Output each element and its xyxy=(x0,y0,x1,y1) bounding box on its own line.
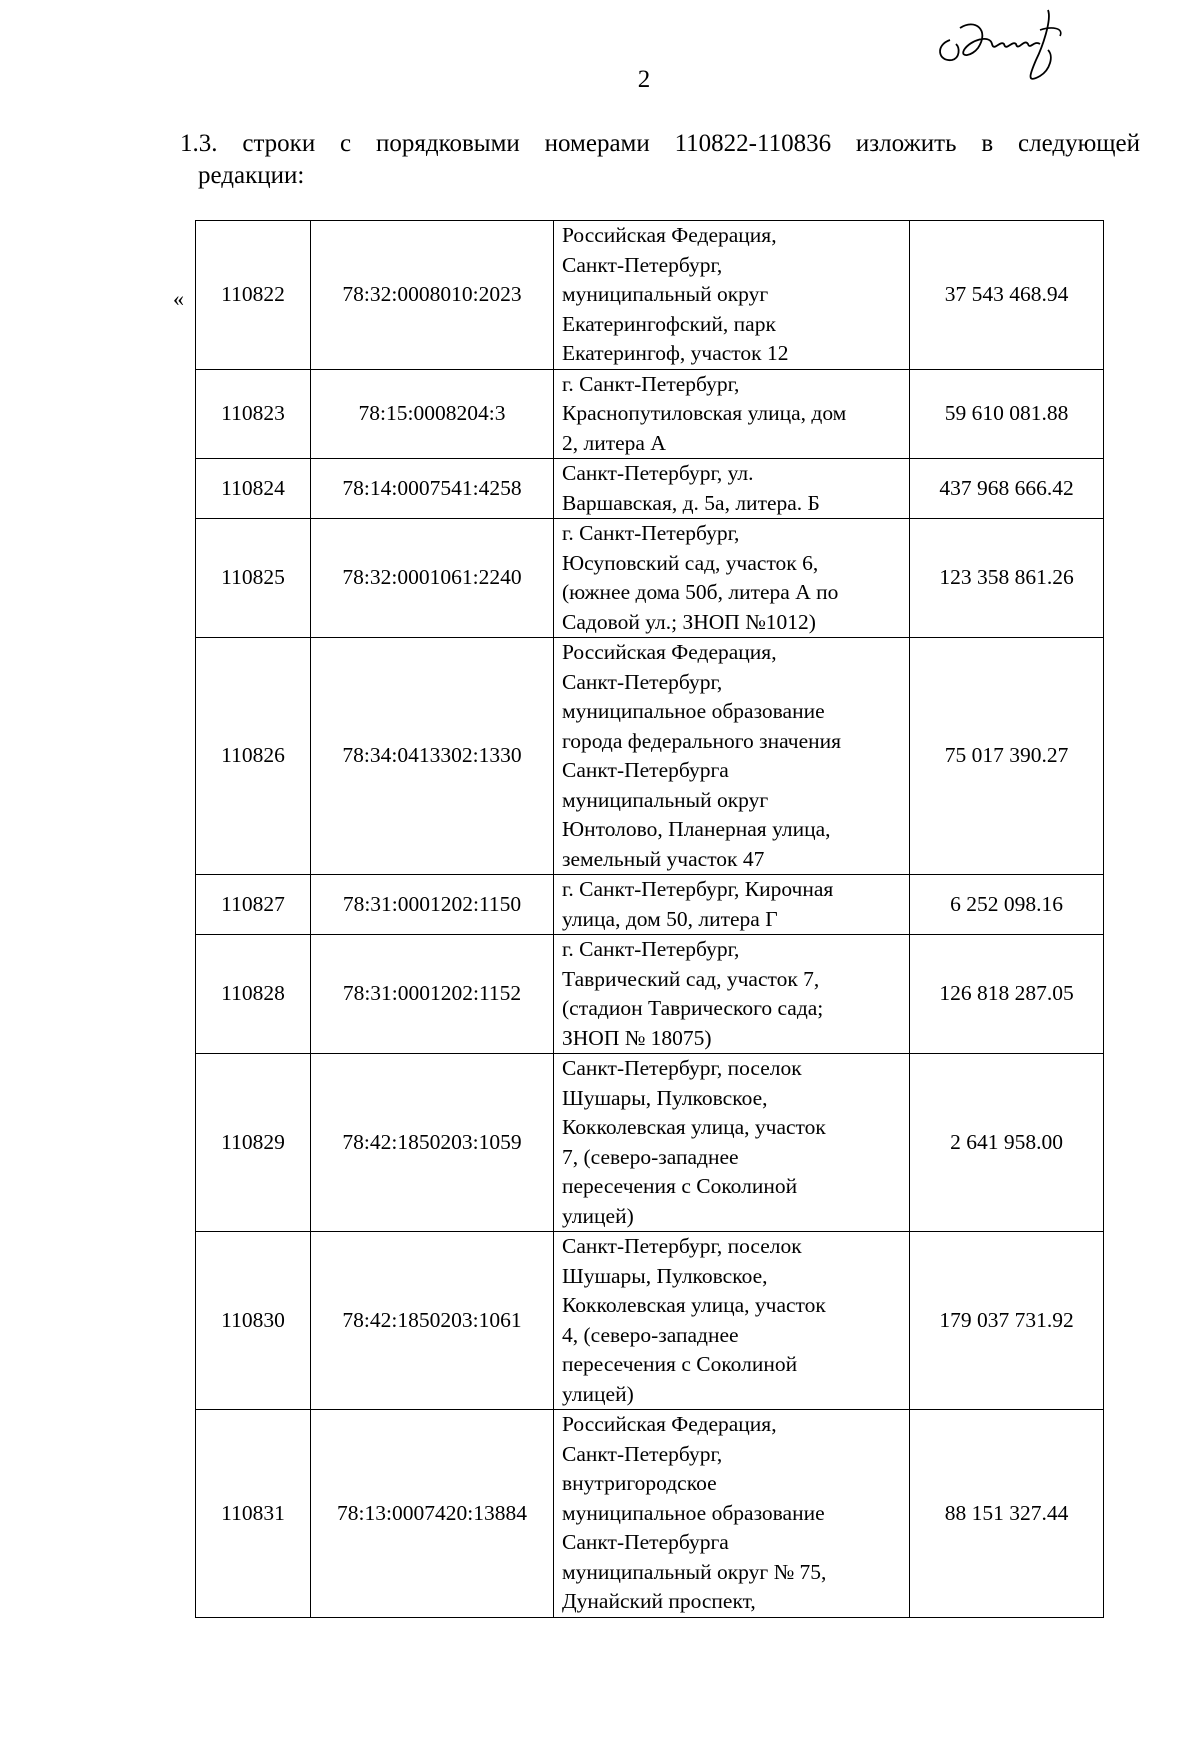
intro-word: с xyxy=(340,130,352,157)
cadastral-value: 126 818 287.05 xyxy=(910,935,1104,1054)
cadastral-number: 78:32:0001061:2240 xyxy=(311,519,554,638)
registry-table xyxy=(195,220,1104,1618)
cadastral-number: 78:42:1850203:1061 xyxy=(311,1232,554,1410)
row-number: 110830 xyxy=(196,1232,311,1410)
cadastral-value: 123 358 861.26 xyxy=(910,519,1104,638)
address: г. Санкт-Петербург, Краснопутиловская улица, дом 2, литера А xyxy=(554,369,910,459)
row-number: 110831 xyxy=(196,1410,311,1618)
cadastral-number: 78:32:0008010:2023 xyxy=(311,221,554,370)
cadastral-value: 179 037 731.92 xyxy=(910,1232,1104,1410)
row-number: 110827 xyxy=(196,875,311,935)
table-row xyxy=(196,935,1104,1054)
cadastral-value: 88 151 327.44 xyxy=(910,1410,1104,1618)
amendment-line-2: редакции: xyxy=(198,162,305,189)
intro-word: строки xyxy=(242,130,316,157)
cadastral-value: 75 017 390.27 xyxy=(910,638,1104,875)
address: Санкт-Петербург, поселок Шушары, Пулковское, Кокколевская улица, участок 7, (северо-западнее пересечения с Соколиной улицей) xyxy=(554,1054,910,1232)
cadastral-number: 78:31:0001202:1152 xyxy=(311,935,554,1054)
address: г. Санкт-Петербург, Юсуповский сад, участок 6, (южнее дома 50б, литера А по Садовой ул.; ЗНОП №1012) xyxy=(554,519,910,638)
cadastral-number: 78:14:0007541:4258 xyxy=(311,459,554,519)
table-row xyxy=(196,519,1104,638)
address: Санкт-Петербург, поселок Шушары, Пулковское, Кокколевская улица, участок 4, (северо-западнее пересечения с Соколиной улицей) xyxy=(554,1232,910,1410)
address: г. Санкт-Петербург, Кирочная улица, дом 50, литера Г xyxy=(554,875,910,935)
cadastral-number: 78:13:0007420:13884 xyxy=(311,1410,554,1618)
cadastral-number: 78:34:0413302:1330 xyxy=(311,638,554,875)
cadastral-value: 37 543 468.94 xyxy=(910,221,1104,370)
row-number: 110828 xyxy=(196,935,311,1054)
cadastral-number: 78:31:0001202:1150 xyxy=(311,875,554,935)
address: Российская Федерация, Санкт-Петербург, муниципальный округ Екатерингофский, парк Екатерингоф, участок 12 xyxy=(554,221,910,370)
row-number: 110822 xyxy=(196,221,311,370)
cadastral-value: 59 610 081.88 xyxy=(910,369,1104,459)
table-row xyxy=(196,1410,1104,1618)
row-number: 110829 xyxy=(196,1054,311,1232)
clause-number: 1.3. xyxy=(180,130,218,157)
intro-word: изложить xyxy=(855,130,957,157)
table-row xyxy=(196,1232,1104,1410)
table-row xyxy=(196,1054,1104,1232)
row-number: 110823 xyxy=(196,369,311,459)
table-row xyxy=(196,221,1104,370)
amendment-line-1 xyxy=(180,128,1140,160)
table-row xyxy=(196,638,1104,875)
table-row xyxy=(196,369,1104,459)
cadastral-value: 2 641 958.00 xyxy=(910,1054,1104,1232)
row-number: 110826 xyxy=(196,638,311,875)
cadastral-value: 437 968 666.42 xyxy=(910,459,1104,519)
row-number: 110824 xyxy=(196,459,311,519)
address: Санкт-Петербург, ул. Варшавская, д. 5а, литера. Б xyxy=(554,459,910,519)
cadastral-number: 78:15:0008204:3 xyxy=(311,369,554,459)
intro-word: следующей xyxy=(1018,130,1140,157)
page-number: 2 xyxy=(637,66,651,93)
intro-word: в xyxy=(981,130,994,157)
table-row xyxy=(196,459,1104,519)
cadastral-value: 6 252 098.16 xyxy=(910,875,1104,935)
intro-word: 110822-110836 xyxy=(674,130,832,157)
intro-word: порядковыми xyxy=(376,130,520,157)
intro-word: номерами xyxy=(544,130,650,157)
cadastral-number: 78:42:1850203:1059 xyxy=(311,1054,554,1232)
address: Российская Федерация, Санкт-Петербург, муниципальное образование города федерального значения Санкт-Петербурга муниципальный округ Юнтолово, Планерная улица, земельный участок 47 xyxy=(554,638,910,875)
opening-quote-mark: « xyxy=(173,286,184,311)
address: Российская Федерация, Санкт-Петербург, внутригородское муниципальное образование Санкт-Петербурга муниципальный округ № 75, Дунайский проспект, xyxy=(554,1410,910,1618)
table-row xyxy=(196,875,1104,935)
amendment-paragraph xyxy=(180,128,1140,192)
address: г. Санкт-Петербург, Таврический сад, участок 7, (стадион Таврического сада; ЗНОП № 18075) xyxy=(554,935,910,1054)
row-number: 110825 xyxy=(196,519,311,638)
